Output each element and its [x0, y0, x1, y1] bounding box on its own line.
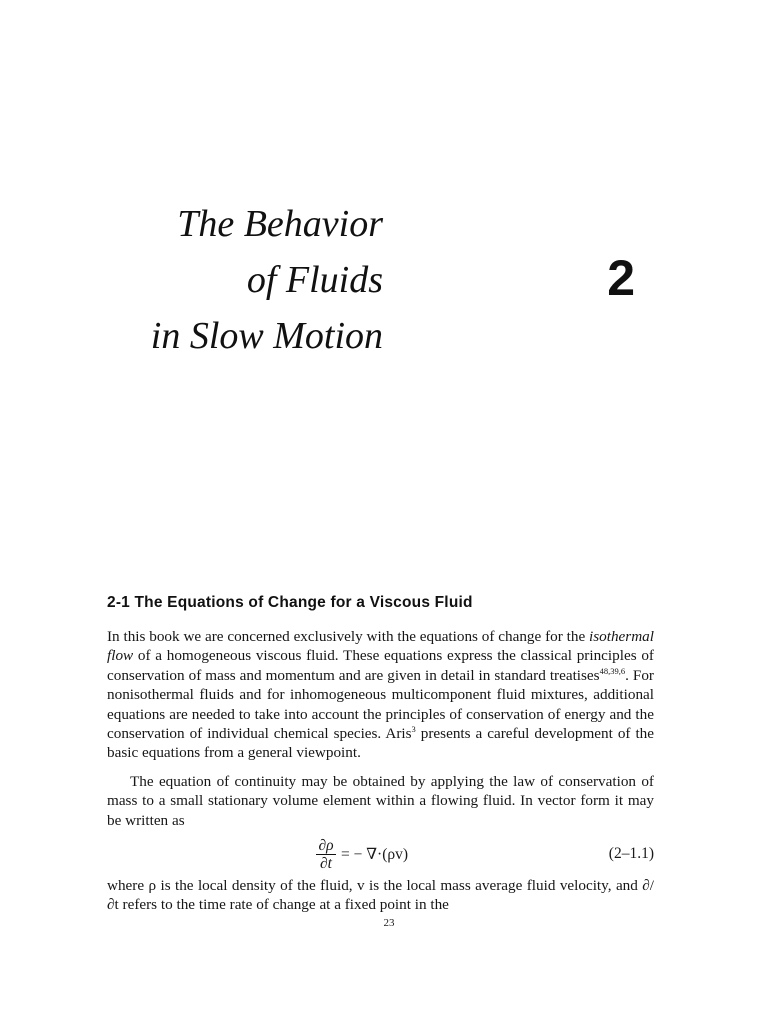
page-number: 23 [383, 917, 395, 929]
equation-numerator: ∂ρ [316, 838, 336, 855]
paragraph-definitions: where ρ is the local density of the fluid, v is the local mass average fluid velocity, and ∂/∂t refers to the time rate of change at a fixed point in the [107, 877, 654, 914]
chapter-number: 2 [607, 250, 635, 306]
p1-text-4: presents a careful development of the basic equations from a general viewpoint. [107, 725, 655, 762]
chapter-title-line-2: of Fluids [246, 259, 383, 301]
paragraph-continuity: The equation of continuity may be obtained by applying the law of conservation of mass to a small stationary volume element within a flowing fluid. In vector form it may be written as [107, 773, 654, 829]
section-heading: 2-1 The Equations of Change for a Viscous Fluid [107, 594, 473, 611]
equation-lhs-fraction [316, 838, 336, 871]
p1-text-1: In this book we are concerned exclusively with the equations of change for the [107, 628, 590, 645]
paragraph-intro [107, 627, 654, 763]
chapter-title-line-3: in Slow Motion [150, 315, 383, 357]
chapter-title-line-1: The Behavior [177, 203, 383, 245]
citation-superscript: 48,39,6 [599, 665, 626, 676]
p1-text-2: of a homogeneous viscous fluid. These equations express the classical principles of conservation of mass and momentum and are given in detail in standard treatises [107, 647, 654, 684]
p1-italic: isothermal flow [107, 628, 654, 665]
equation-rhs: = − ∇·(ρv) [341, 846, 409, 863]
citation-superscript-aris: 3 [411, 724, 416, 735]
equation-continuity [107, 838, 654, 874]
equation-label: (2–1.1) [608, 845, 654, 862]
equation-denominator: ∂t [320, 855, 332, 872]
p1-text-3: . For nonisothermal fluids and for inhomogeneous multicomponent fluid mixtures, additional equations are needed to take into account the principles of conservation of energy and the conservation of individual chemical species. Aris [107, 666, 654, 743]
